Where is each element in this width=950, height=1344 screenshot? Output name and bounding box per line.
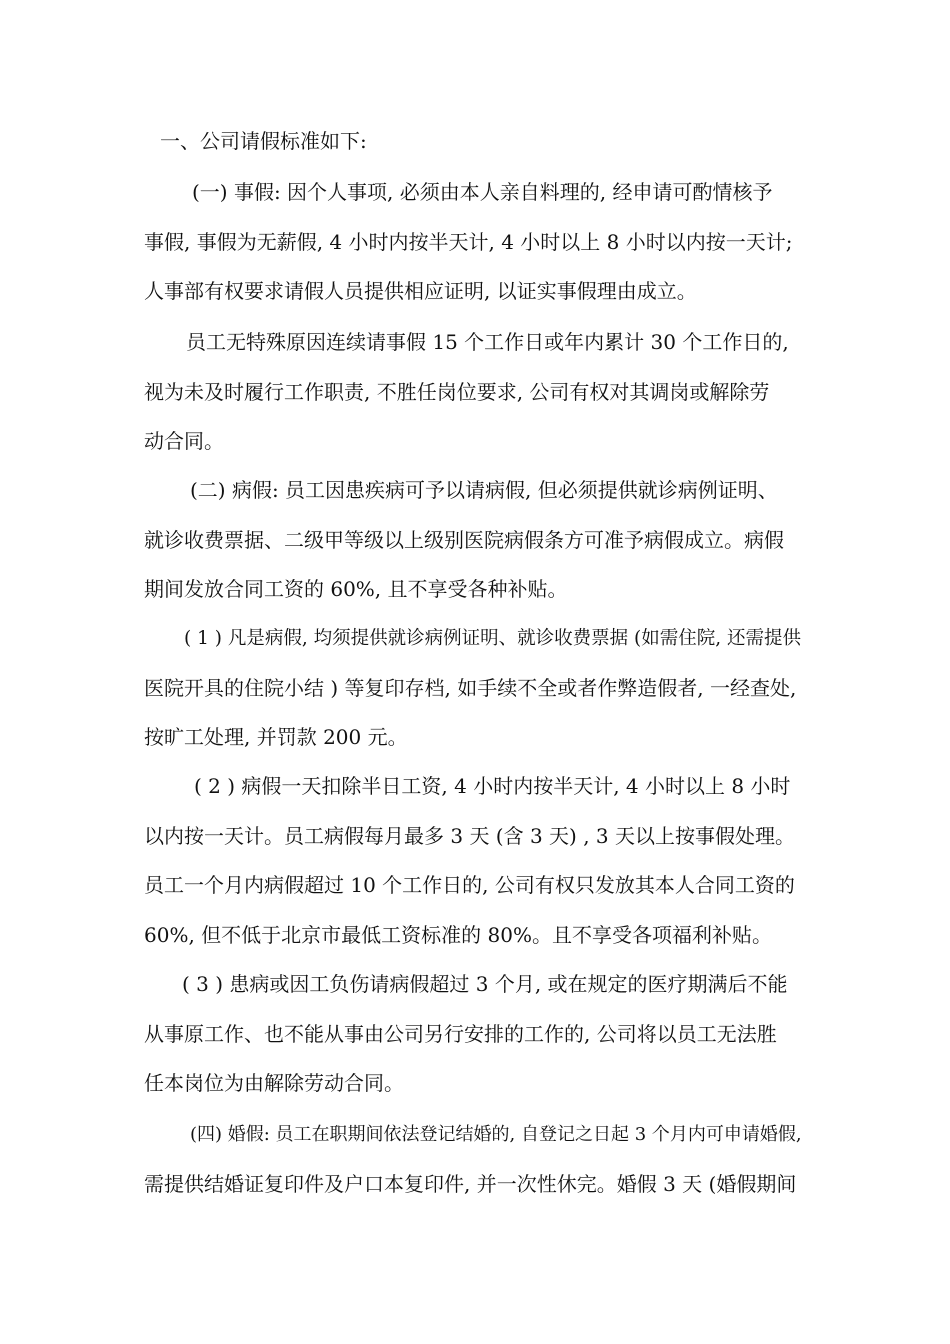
paragraph-marriage-leave bbox=[144, 1110, 809, 1209]
text-line: 员工无特殊原因连续请事假 15 个工作日或年内累计 30 个工作日的, bbox=[186, 330, 789, 354]
text-line: (二) 病假: 员工因患疾病可予以请病假, 但必须提供就诊病例证明、 bbox=[190, 478, 778, 502]
text-line: 从事原工作、也不能从事由公司另行安排的工作的, 公司将以员工无法胜 bbox=[144, 1021, 777, 1046]
section-heading: 一、公司请假标准如下: bbox=[160, 129, 367, 153]
text-line: 人事部有权要求请假人员提供相应证明, 以证实事假理由成立。 bbox=[144, 279, 697, 303]
text-line: 医院开具的住院小结 ) 等复印存档, 如手续不全或者作弊造假者, 一经查处, bbox=[144, 675, 797, 700]
paragraph-sick-leave-2 bbox=[144, 762, 809, 960]
text-line: 60%, 但不低于北京市最低工资标准的 80%。且不享受各项福利补贴。 bbox=[144, 922, 772, 947]
paragraph-sick-leave bbox=[144, 466, 809, 615]
text-line: ( 3 ) 患病或因工负伤请病假超过 3 个月, 或在规定的医疗期满后不能 bbox=[182, 972, 788, 996]
text-line: (四) 婚假: 员工在职期间依法登记结婚的, 自登记之日起 3 个月内可申请婚假, bbox=[190, 1124, 802, 1145]
text-line: 事假, 事假为无薪假, 4 小时内按半天计, 4 小时以上 8 小时以内按一天计; bbox=[144, 229, 793, 254]
paragraph-personal-leave bbox=[144, 168, 809, 317]
text-line: 就诊收费票据、二级甲等级以上级别医院病假条方可准予病假成立。病假 bbox=[144, 527, 784, 552]
text-line: 期间发放合同工资的 60%, 且不享受各种补贴。 bbox=[144, 577, 568, 601]
paragraph-sick-leave-1 bbox=[144, 614, 809, 763]
text-line: 动合同。 bbox=[144, 429, 224, 453]
text-line: 按旷工处理, 并罚款 200 元。 bbox=[144, 725, 408, 749]
text-line: ( 2 ) 病假一天扣除半日工资, 4 小时内按半天计, 4 小时以上 8 小时 bbox=[194, 774, 791, 798]
text-line: 员工一个月内病假超过 10 个工作日的, 公司有权只发放其本人合同工资的 bbox=[144, 873, 795, 897]
paragraph-sick-leave-3 bbox=[144, 960, 809, 1109]
text-line: 需提供结婚证复印件及户口本复印件, 并一次性休完。婚假 3 天 (婚假期间 bbox=[144, 1171, 797, 1196]
text-line: 以内按一天计。员工病假每月最多 3 天 (含 3 天) , 3 天以上按事假处理。 bbox=[144, 823, 795, 848]
text-line: 任本岗位为由解除劳动合同。 bbox=[144, 1071, 404, 1095]
text-line: 视为未及时履行工作职责, 不胜任岗位要求, 公司有权对其调岗或解除劳 bbox=[144, 379, 770, 404]
text-line: ( 1 ) 凡是病假, 均须提供就诊病例证明、就诊收费票据 (如需住院, 还需提供 bbox=[184, 628, 801, 649]
paragraph-personal-leave-limit bbox=[144, 318, 809, 467]
text-line: (一) 事假: 因个人事项, 必须由本人亲自料理的, 经申请可酌情核予 bbox=[192, 180, 773, 204]
